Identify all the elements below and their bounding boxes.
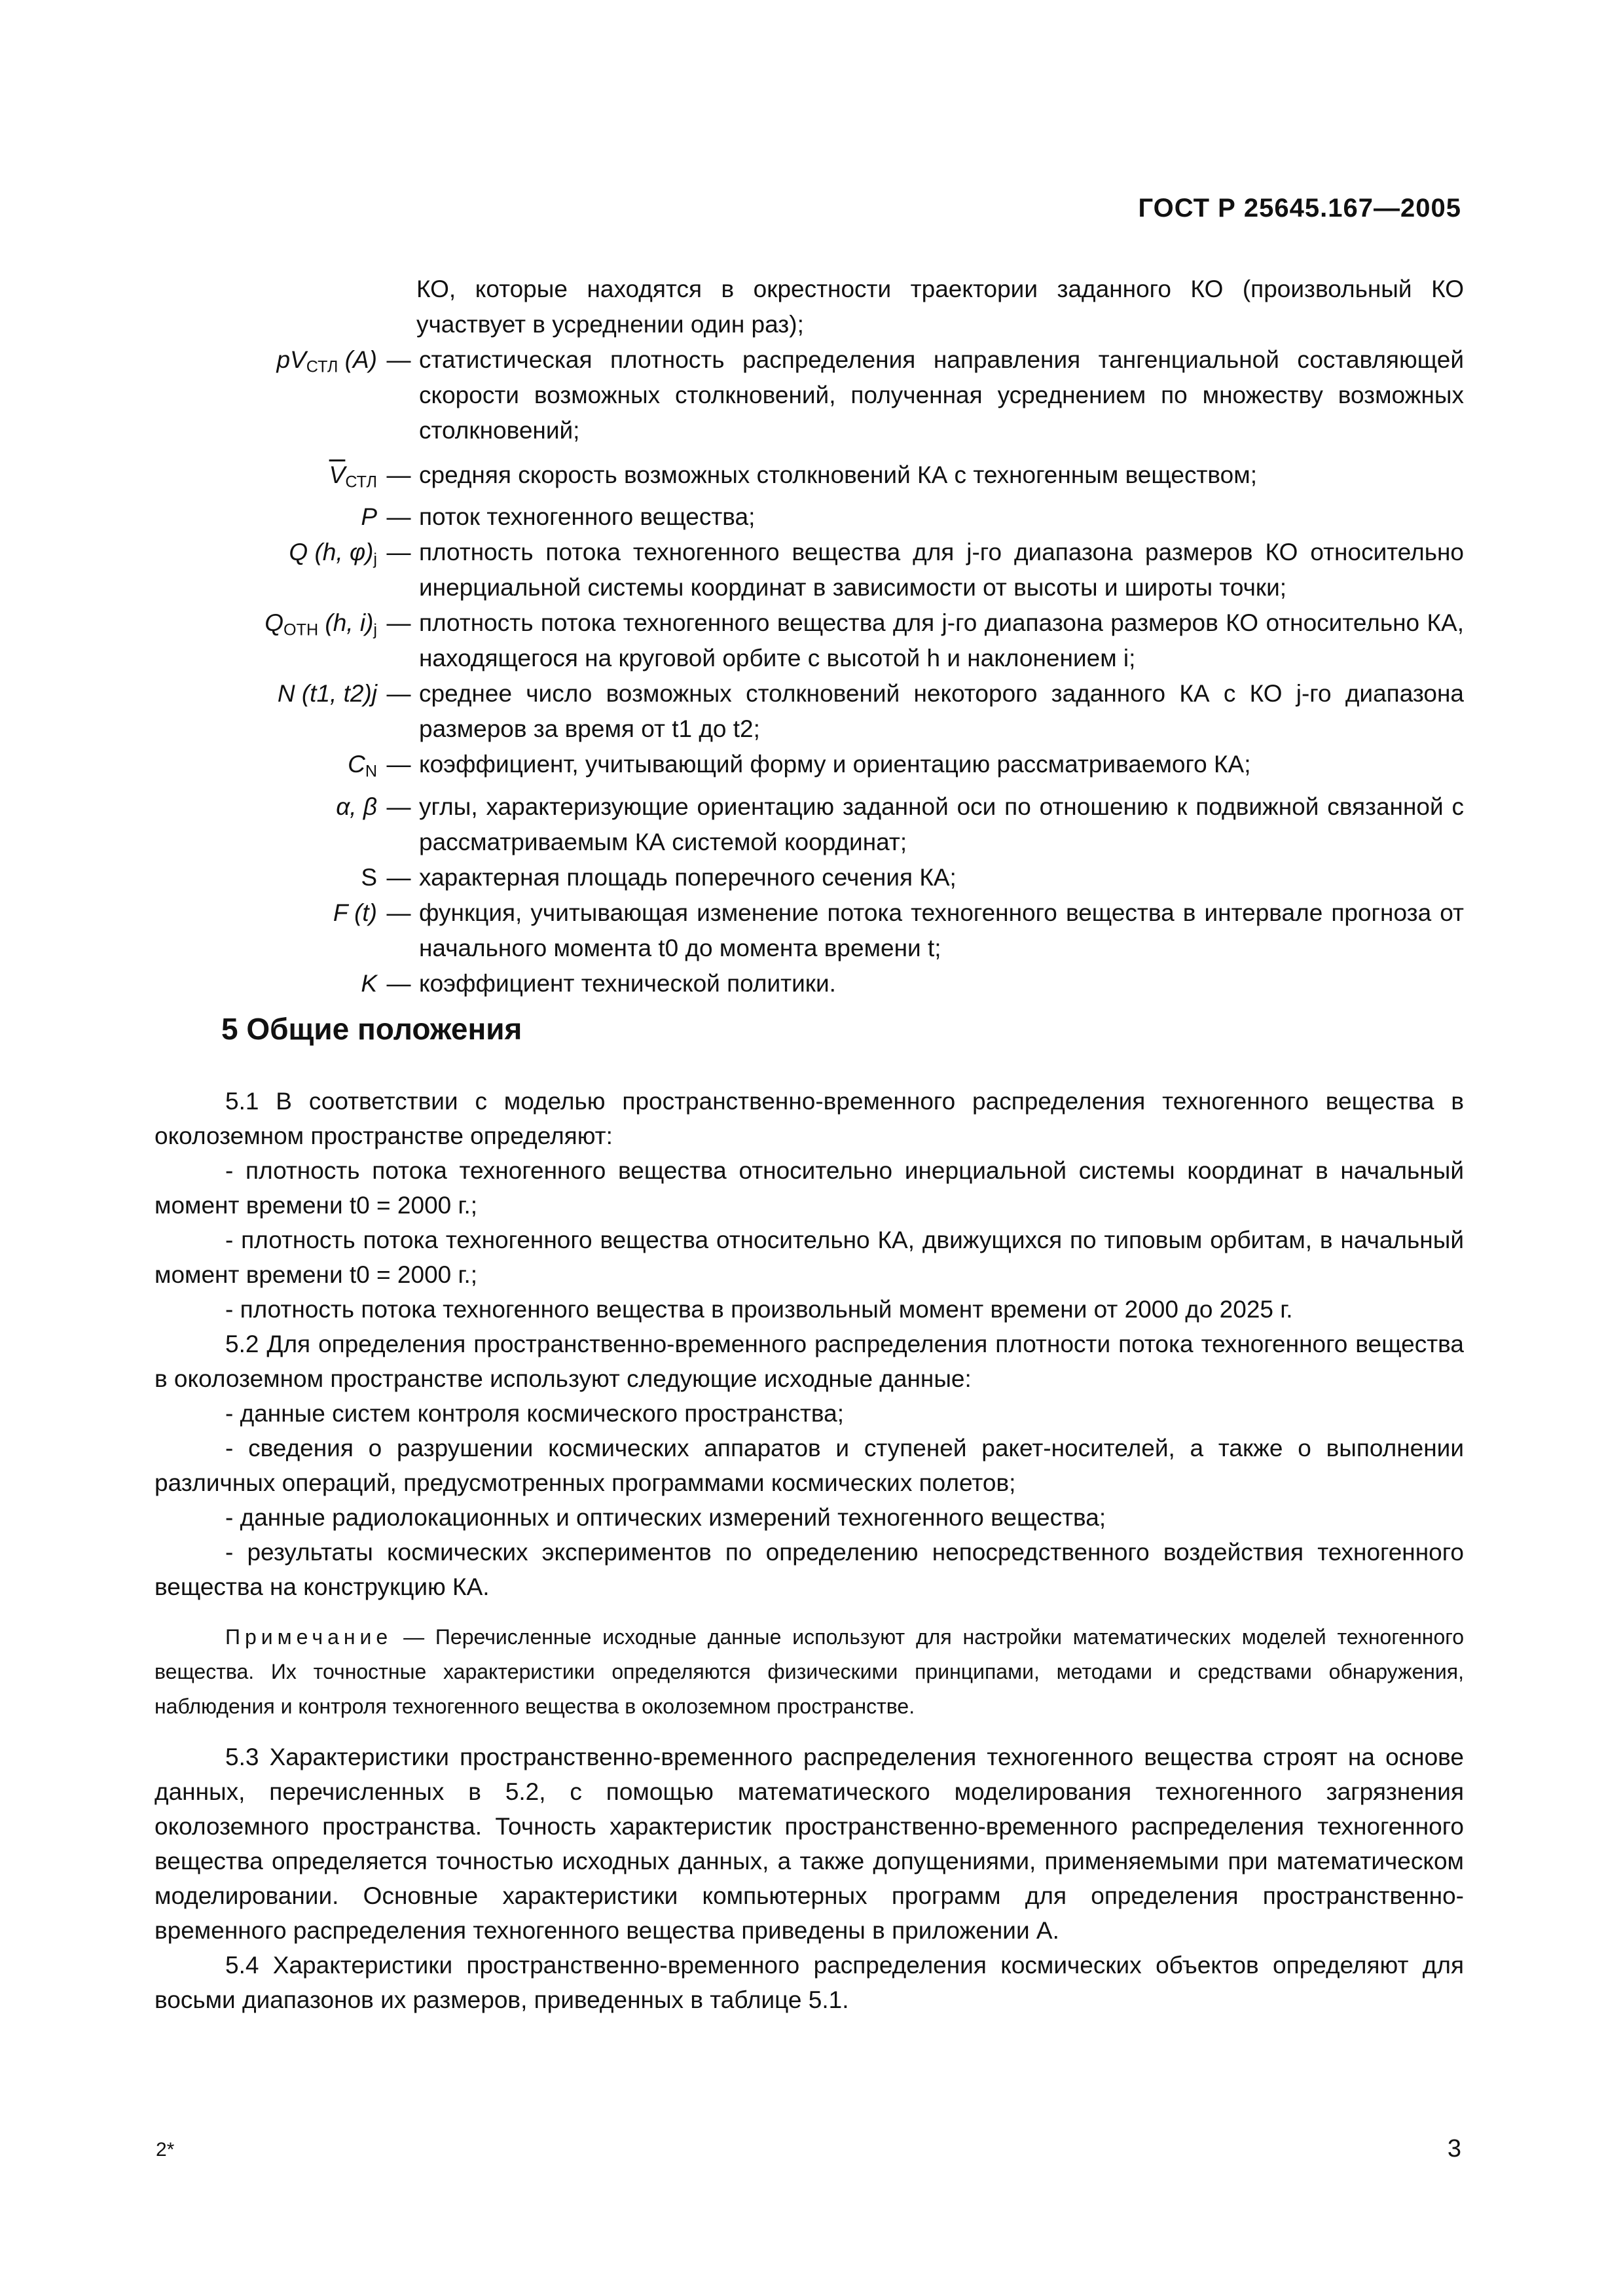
paragraph: - плотность потока техногенного вещества относительно КА, движущихся по типовым орбитам, в начальный момент времени t0 = 2000 г.; bbox=[155, 1227, 1464, 1288]
definition-text: коэффициент, учитывающий форму и ориентацию рассматриваемого КА; bbox=[419, 751, 1251, 778]
paragraph: 5.2 Для определения пространственно-временного распределения плотности потока техногенного вещества в околоземном пространстве используют следующие исходные данные: bbox=[155, 1331, 1464, 1392]
definition-row: α, β — углы, характеризующие ориентацию заданной оси по отношению к подвижной связанной с рассматриваемым КА системой координат; bbox=[155, 789, 1464, 860]
paragraph: - плотность потока техногенного вещества относительно инерциальной системы координат в начальный момент времени t0 = 2000 г.; bbox=[155, 1157, 1464, 1219]
definition-row: $\overline{V}_{СТЛ}$ — средняя скорость возможных столкновений КА с техногенным веществом; bbox=[155, 457, 1464, 499]
definition-symbol: $\overline{V}_{СТЛ}$ bbox=[329, 461, 377, 492]
definition-text: плотность потока техногенного вещества для j-го диапазона размеров КО относительно КА, находящегося на круговой орбите с высотой h и наклонением i; bbox=[419, 609, 1464, 672]
sheet-mark: 2* bbox=[156, 2139, 175, 2161]
definition-symbol: P bbox=[361, 503, 377, 531]
paragraph: 5.3 Характеристики пространственно-временного распределения техногенного вещества строят на основе данных, перечисленных в 5.2, с помощью математического моделирования техногенного загрязнения околоземного пространства. Точность характеристик пространственно-временного распределения техногенного вещества определяется точностью исходных данных, а также допущениями, применяемыми при математическом моделировании. Основные характеристики компьютерных программ для определения пространственно-временного распределения техногенного вещества приведены в приложении А. bbox=[155, 1744, 1464, 1944]
definitions-list bbox=[155, 272, 1464, 1001]
document-header: ГОСТ Р 25645.167—2005 bbox=[1138, 194, 1461, 223]
definition-row: F (t) — функция, учитывающая изменение потока техногенного вещества в интервале прогноза от начального момента t0 до момента времени t; bbox=[155, 895, 1464, 966]
note-label: Примечание bbox=[225, 1625, 393, 1649]
definition-row: $pV_{СТЛ}$ (A) — статистическая плотность распределения направления тангенциальной составляющей скорости возможных столкновений, полученная усреднением по множеству возможных столкновений; bbox=[155, 342, 1464, 448]
definition-text: коэффициент технической политики. bbox=[419, 969, 836, 997]
section-body bbox=[155, 1084, 1464, 2017]
definition-row: P — поток техногенного вещества; bbox=[155, 499, 1464, 535]
paragraph: - результаты космических экспериментов по определению непосредственного воздействия техногенного вещества на конструкцию КА. bbox=[155, 1539, 1464, 1600]
definition-text: функция, учитывающая изменение потока техногенного вещества в интервале прогноза от начального момента t0 до момента времени t; bbox=[419, 899, 1464, 961]
definition-row: K — коэффициент технической политики. bbox=[155, 966, 1464, 1001]
definition-row: $C_N$ — коэффициент, учитывающий форму и ориентацию рассматриваемого КА; bbox=[155, 747, 1464, 789]
definition-symbol: N (t1, t2)j bbox=[277, 680, 377, 708]
definition-text: поток техногенного вещества; bbox=[419, 503, 756, 531]
definition-row: Q (h, $\varphi)_j$ — плотность потока техногенного вещества для j-го диапазона размеров КО относительно инерциальной системы координат в зависимости от высоты и широты точки; bbox=[155, 535, 1464, 605]
paragraph: 5.4 Характеристики пространственно-временного распределения космических объектов определяют для восьми диапазонов их размеров, приведенных в таблице 5.1. bbox=[155, 1952, 1464, 2013]
definition-symbol: F (t) bbox=[333, 899, 377, 926]
definition-continuation: КО, которые находятся в окрестности траектории заданного КО (произвольный КО участвует в усреднении один раз); bbox=[416, 276, 1464, 338]
paragraph: - данные радиолокационных и оптических измерений техногенного вещества; bbox=[225, 1504, 1106, 1531]
definition-symbol: α, β bbox=[336, 793, 377, 820]
paragraph: - плотность потока техногенного вещества в произвольный момент времени от 2000 до 2025 г. bbox=[225, 1296, 1293, 1323]
paragraph: 5.1 В соответствии с моделью пространственно-временного распределения техногенного вещества в околоземном пространстве определяют: bbox=[155, 1088, 1464, 1149]
definition-symbol: $C_N$ bbox=[348, 751, 377, 781]
definition-text: средняя скорость возможных столкновений КА с техногенным веществом; bbox=[419, 461, 1257, 488]
definition-row: S — характерная площадь поперечного сечения КА; bbox=[155, 860, 1464, 895]
definition-text: характерная площадь поперечного сечения КА; bbox=[419, 863, 957, 891]
definition-text: углы, характеризующие ориентацию заданной оси по отношению к подвижной связанной с рассматриваемым КА системой координат; bbox=[419, 793, 1464, 855]
definition-row: N (t1, t2)j — среднее число возможных столкновений некоторого заданного КА с КО j-го диапазона размеров за время от t1 до t2; bbox=[155, 676, 1464, 747]
definition-text: плотность потока техногенного вещества для j-го диапазона размеров КО относительно инерциальной системы координат в зависимости от высоты и широты точки; bbox=[419, 539, 1464, 601]
page-number: 3 bbox=[1447, 2135, 1461, 2162]
definition-symbol: S bbox=[361, 863, 377, 891]
definition-symbol: $Q_{ОТН}$ (h, $i)_j$ bbox=[264, 609, 377, 639]
definition-row: $Q_{ОТН}$ (h, $i)_j$ — плотность потока техногенного вещества для j-го диапазона размеров КО относительно КА, находящегося на круговой орбите с высотой h и наклонением i; bbox=[155, 605, 1464, 676]
section-heading: 5 Общие положения bbox=[221, 1012, 522, 1046]
definition-symbol: $pV_{СТЛ}$ (A) bbox=[276, 346, 377, 376]
note-text: — Перечисленные исходные данные используют для настройки математических моделей техногенного вещества. Их точностные характеристики определяются физическими принципами, методами и средствами обнаружения, наблюдения и контроля техногенного вещества в околоземном пространстве. bbox=[155, 1625, 1465, 1718]
note bbox=[155, 1620, 1464, 1724]
definition-text: статистическая плотность распределения направления тангенциальной составляющей скорости возможных столкновений, полученная усреднением по множеству возможных столкновений; bbox=[419, 346, 1464, 444]
paragraph: - сведения о разрушении космических аппаратов и ступеней ракет-носителей, а также о выполнении различных операций, предусмотренных программами космических полетов; bbox=[155, 1435, 1464, 1496]
definition-text: среднее число возможных столкновений некоторого заданного КА с КО j-го диапазона размеров за время от t1 до t2; bbox=[419, 680, 1464, 743]
definition-symbol: K bbox=[361, 969, 377, 997]
paragraph: - данные систем контроля космического пространства; bbox=[225, 1400, 845, 1427]
definition-symbol: Q (h, $\varphi)_j$ bbox=[289, 539, 377, 569]
